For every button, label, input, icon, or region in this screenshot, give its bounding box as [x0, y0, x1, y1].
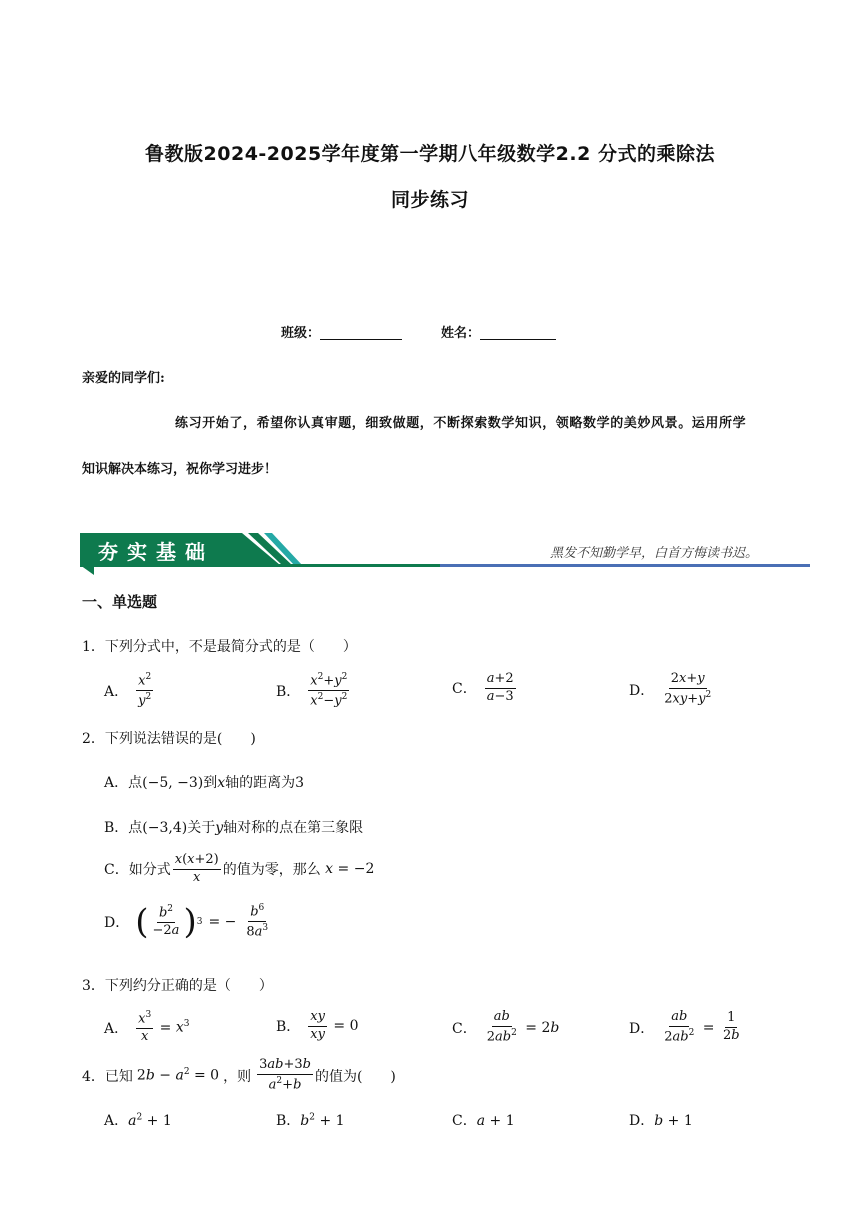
- intro-line1: 练习开始了，希望你认真审题，细致做题，不断探索数学知识，领略数学的美妙风景。运用所学: [175, 416, 747, 431]
- question-4-option-a[interactable]: A．$a^2 + 1$: [104, 1112, 172, 1129]
- name-blank: [480, 325, 556, 340]
- question-2-option-c[interactable]: C． 如分式 $\frac{x(x+2)}{x}$ 的值为零，那么 x = −2: [104, 852, 375, 885]
- name-field: [441, 322, 556, 341]
- question-1-option-b[interactable]: B． $\frac{x^2+y^2}{x^2-y^2}$: [276, 672, 348, 709]
- document-title-line2: 同步练习: [390, 189, 469, 211]
- question-4-option-d[interactable]: D．b + 1: [629, 1113, 693, 1129]
- class-blank: [320, 325, 402, 340]
- question-3-option-b[interactable]: B． $\frac{xy}{xy}$ = 0: [276, 1009, 359, 1042]
- question-4-option-b[interactable]: B．$b^2 + 1$: [276, 1112, 345, 1129]
- intro-line2: 知识解决本练习，祝你学习进步！: [82, 462, 278, 477]
- question-1-option-a[interactable]: A． $\frac{x^2}{y^2}$: [104, 672, 152, 709]
- question-1-stem: 1．下列分式中，不是最简分式的是（ ）: [82, 639, 357, 655]
- question-2-stem: 2．下列说法错误的是( ): [82, 731, 256, 747]
- question-3-option-a[interactable]: A． $\frac{x^3}{x}$ = $x^3$: [104, 1010, 190, 1045]
- class-field: [281, 322, 402, 341]
- greeting: 亲爱的同学们:: [82, 371, 165, 386]
- question-2-option-a[interactable]: A．点(−5, −3)到x轴的距离为3: [104, 775, 305, 791]
- question-3-option-d[interactable]: D． $\frac{ab}{2ab^2}$ = $\frac{1}{2b}$: [629, 1009, 740, 1045]
- question-4-option-c[interactable]: C．a + 1: [452, 1113, 515, 1129]
- question-4-stem: 4．已知 $2b - a^2 = 0$ ，则 $\frac{3ab+3b}{a^2+b}$ 的值为( ): [82, 1057, 396, 1093]
- question-3-stem: 3．下列约分正确的是（ ）: [82, 978, 273, 994]
- question-2-option-d[interactable]: D． ( $\frac{b^2}{-2a}$ ) 3 = − $\frac{b^6}{8a^3}$: [104, 901, 269, 942]
- question-3-option-c[interactable]: C． $\frac{ab}{2ab^2}$ = 2 b: [452, 1009, 560, 1045]
- section-banner: [80, 531, 810, 577]
- document-title-line1: 鲁教版2024-2025学年度第一学期八年级数学2.2 分式的乘除法: [145, 143, 715, 165]
- question-2-option-b[interactable]: B．点(−3,4)关于y轴对称的点在第三象限: [104, 820, 364, 836]
- section-heading: 一、单选题: [82, 593, 158, 611]
- name-label: 姓名：: [441, 326, 481, 341]
- question-1-option-c[interactable]: C． $\frac{a+2}{a-3}$: [452, 671, 514, 704]
- banner-label: 夯实基础: [98, 540, 214, 564]
- class-label: 班级：: [281, 326, 321, 341]
- question-1-option-d[interactable]: D． $\frac{2x+y}{2xy+y^2}$: [629, 671, 712, 707]
- banner-motto: 黑发不知勤学早，白首方悔读书迟。: [550, 546, 759, 561]
